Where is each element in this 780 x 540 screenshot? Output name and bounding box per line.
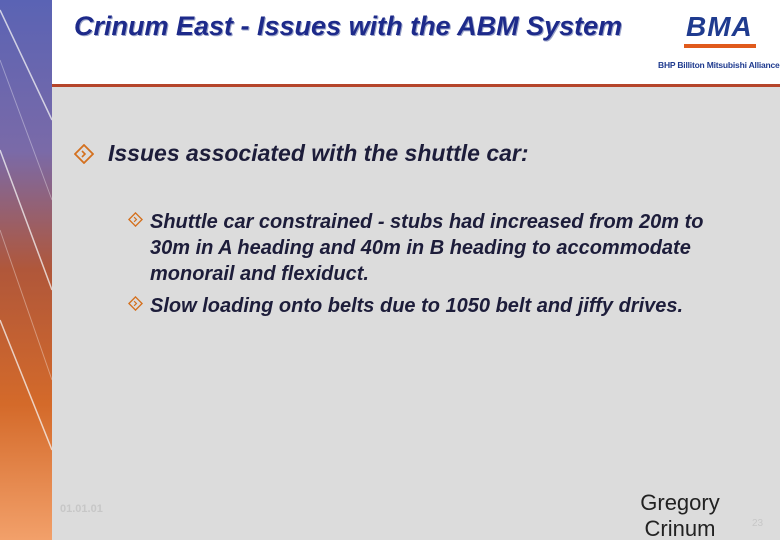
sub-bullet-text: Shuttle car constrained - stubs had increased from 20m to 30m in A heading and 40m in B heading to accommodate monorail and flexiduct. — [150, 211, 704, 285]
sub-bullet-text: Slow loading onto belts due to 1050 belt and jiffy drives. — [150, 295, 684, 317]
slide-title: Crinum East - Issues with the ABM System — [74, 11, 623, 41]
diamond-bullet-icon — [74, 144, 94, 164]
diamond-bullet-icon — [128, 212, 143, 227]
header-rule — [52, 84, 780, 87]
left-decorative-band — [0, 0, 52, 540]
logo-mark: BMA — [686, 11, 753, 42]
main-bullet-text: Issues associated with the shuttle car: — [108, 140, 529, 166]
bma-logo — [658, 10, 778, 74]
logo-subtitle: BHP Billiton Mitsubishi Alliance — [658, 60, 780, 70]
footer-author: Gregory Crinum — [640, 490, 720, 540]
diamond-bullet-icon — [128, 296, 143, 311]
footer-date: 01.01.01 — [60, 503, 103, 515]
logo-underline — [684, 44, 756, 48]
page-number: 23 — [752, 518, 764, 529]
